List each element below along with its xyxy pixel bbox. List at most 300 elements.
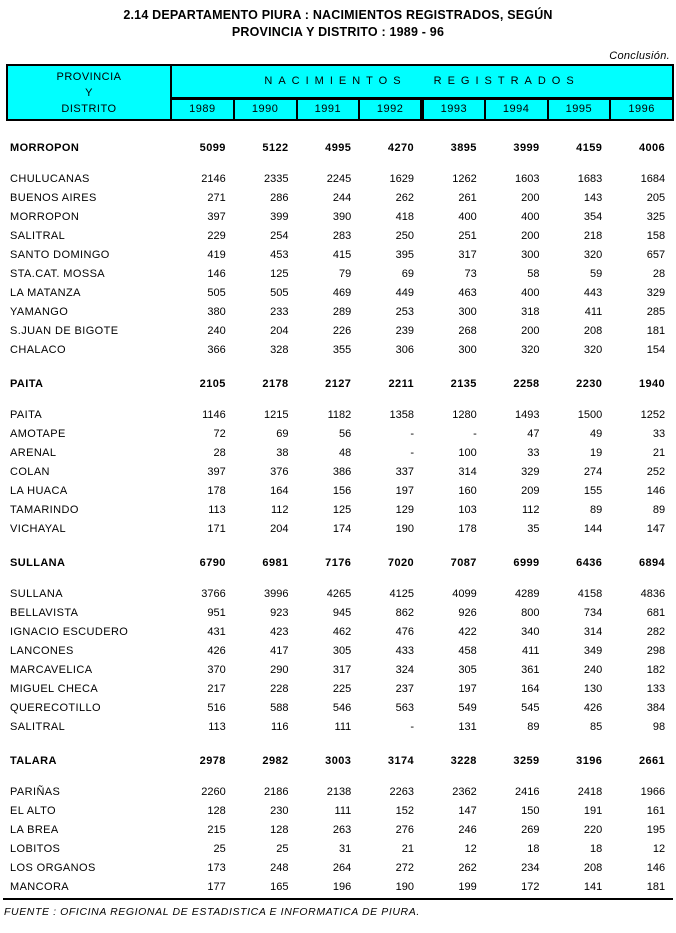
value-cell: 400 (521, 287, 540, 299)
district-name-cell: SALITRAL (10, 230, 66, 242)
province-district-header (7, 65, 171, 120)
value-cell: 155 (583, 485, 603, 497)
district-name-cell: YAMANGO (10, 306, 69, 318)
value-cell: 2146 (201, 173, 226, 185)
value-cell: 240 (207, 325, 226, 337)
value-cell: 178 (207, 485, 226, 497)
value-cell: 2135 (450, 378, 477, 390)
district-row (7, 440, 673, 459)
value-cell: 2230 (576, 378, 603, 390)
value-cell: 2178 (262, 378, 289, 390)
district-name-cell: LANCONES (10, 645, 74, 657)
value-cell: 349 (583, 645, 603, 657)
value-cell: 21 (652, 447, 666, 459)
page-title-line2: PROVINCIA Y DISTRITO : 1989 - 96 (231, 25, 445, 39)
value-cell: 174 (332, 523, 352, 535)
year-header-1993: 1993 (422, 98, 485, 120)
district-name-cell: TAMARINDO (10, 504, 79, 516)
value-cell: 200 (521, 192, 540, 204)
value-cell: 116 (270, 721, 289, 733)
value-cell: 320 (583, 249, 603, 261)
value-cell: 505 (270, 287, 289, 299)
value-cell: 3259 (513, 755, 540, 767)
value-cell: 262 (458, 862, 477, 874)
value-cell: 89 (590, 504, 603, 516)
value-cell: 300 (458, 306, 477, 318)
district-row (7, 223, 673, 242)
value-cell: 286 (270, 192, 289, 204)
page-title-line1: 2.14 DEPARTAMENTO PIURA : NACIMIENTOS REGISTRADOS, SEGÚN (123, 8, 553, 22)
value-cell: 181 (646, 325, 666, 337)
value-cell: 426 (207, 645, 226, 657)
value-cell: 2362 (452, 786, 477, 798)
district-row (7, 516, 673, 535)
value-cell: 3174 (387, 755, 414, 767)
value-cell: 178 (458, 523, 477, 535)
value-cell: 426 (583, 702, 603, 714)
district-row (7, 204, 673, 223)
value-cell: 165 (270, 881, 289, 893)
value-cell: 197 (458, 683, 477, 695)
value-cell: 329 (646, 287, 666, 299)
value-cell: 549 (458, 702, 477, 714)
district-row (7, 581, 673, 600)
value-cell: 190 (395, 523, 414, 535)
value-cell: 25 (276, 843, 289, 855)
value-cell: 7087 (450, 557, 477, 569)
district-name-cell: LOS ORGANOS (10, 862, 96, 874)
district-row (7, 185, 673, 204)
value-cell: 1966 (640, 786, 666, 798)
district-row (7, 817, 673, 836)
district-row (7, 855, 673, 874)
district-name-cell: CHULUCANAS (10, 173, 90, 185)
value-cell: 220 (583, 824, 603, 836)
district-name-cell: PARIÑAS (10, 786, 61, 798)
value-cell: 264 (332, 862, 352, 874)
district-name-cell: MIGUEL CHECA (10, 683, 99, 695)
value-cell: 263 (332, 824, 352, 836)
value-cell: 546 (332, 702, 352, 714)
district-row (7, 836, 673, 855)
value-cell: 283 (332, 230, 352, 242)
value-cell: 18 (590, 843, 603, 855)
province-name-cell: PAITA (10, 378, 44, 390)
value-cell: 6981 (262, 557, 289, 569)
district-row (7, 714, 673, 733)
district-row (7, 166, 673, 185)
value-cell: 469 (332, 287, 352, 299)
value-cell: 1629 (389, 173, 414, 185)
value-cell: 926 (458, 607, 477, 619)
value-cell: 282 (646, 626, 666, 638)
value-cell: 248 (270, 862, 289, 874)
district-name-cell: COLAN (10, 466, 50, 478)
value-cell: 3895 (450, 142, 477, 154)
value-cell: 419 (207, 249, 226, 261)
value-cell: 423 (270, 626, 289, 638)
value-cell: - (410, 447, 414, 459)
value-cell: 320 (521, 344, 540, 356)
value-cell: 681 (646, 607, 666, 619)
value-cell: 6894 (639, 557, 666, 569)
value-cell: 5099 (199, 142, 226, 154)
value-cell: 588 (270, 702, 289, 714)
value-cell: 320 (583, 344, 603, 356)
value-cell: 272 (395, 862, 414, 874)
district-row (7, 638, 673, 657)
district-name-cell: QUERECOTILLO (10, 702, 101, 714)
province-name-cell: TALARA (10, 755, 57, 767)
value-cell: 417 (270, 645, 289, 657)
value-cell: 133 (646, 683, 666, 695)
district-row (7, 619, 673, 638)
district-name-cell: STA.CAT. MOSSA (10, 268, 106, 280)
value-cell: 5122 (262, 142, 289, 154)
value-cell: 131 (458, 721, 477, 733)
value-cell: 229 (207, 230, 226, 242)
value-cell: 172 (521, 881, 540, 893)
value-cell: 328 (270, 344, 289, 356)
spacer-row (7, 569, 673, 581)
district-name-cell: AMOTAPE (10, 428, 66, 440)
value-cell: 3228 (450, 755, 477, 767)
value-cell: 4125 (389, 588, 414, 600)
value-cell: 862 (395, 607, 414, 619)
district-row (7, 299, 673, 318)
value-cell: 384 (646, 702, 666, 714)
district-name-cell: IGNACIO ESCUDERO (10, 626, 129, 638)
value-cell: 113 (208, 504, 226, 516)
value-cell: 246 (458, 824, 477, 836)
district-row (7, 798, 673, 817)
value-cell: 1262 (452, 173, 477, 185)
value-cell: 240 (583, 664, 603, 676)
value-cell: 150 (521, 805, 540, 817)
value-cell: 230 (270, 805, 289, 817)
value-cell: 3003 (325, 755, 352, 767)
value-cell: 89 (527, 721, 540, 733)
value-cell: 173 (207, 862, 226, 874)
value-cell: 1493 (515, 409, 540, 421)
value-cell: 226 (332, 325, 352, 337)
value-cell: 218 (583, 230, 603, 242)
value-cell: 274 (583, 466, 603, 478)
value-cell: 2245 (326, 173, 352, 185)
district-row (7, 280, 673, 299)
value-cell: 317 (332, 664, 352, 676)
value-cell: 147 (458, 805, 477, 817)
district-name-cell: BELLAVISTA (10, 607, 79, 619)
district-name-cell: CHALACO (10, 344, 66, 356)
district-row (7, 676, 673, 695)
district-name-cell: VICHAYAL (10, 523, 66, 535)
value-cell: 269 (521, 824, 540, 836)
spacer-row (7, 535, 673, 549)
value-cell: 340 (521, 626, 540, 638)
value-cell: 2186 (264, 786, 289, 798)
spacer-row (7, 154, 673, 166)
value-cell: 49 (590, 428, 603, 440)
value-cell: 261 (458, 192, 477, 204)
value-cell: 143 (583, 192, 603, 204)
value-cell: 376 (270, 466, 289, 478)
value-cell: 462 (332, 626, 352, 638)
value-cell: 563 (395, 702, 414, 714)
value-cell: 69 (276, 428, 289, 440)
table-header (7, 65, 673, 120)
value-cell: 35 (527, 523, 540, 535)
province-total-row (7, 370, 673, 390)
value-cell: 3766 (201, 588, 226, 600)
value-cell: 2416 (515, 786, 540, 798)
value-cell: 431 (207, 626, 226, 638)
value-cell: 208 (583, 862, 603, 874)
value-cell: 69 (401, 268, 414, 280)
value-cell: 125 (332, 504, 352, 516)
value-cell: 657 (646, 249, 666, 261)
district-row (7, 874, 673, 893)
value-cell: 181 (646, 881, 666, 893)
year-header-1995: 1995 (548, 98, 611, 120)
value-cell: 2661 (639, 755, 666, 767)
value-cell: 1215 (264, 409, 289, 421)
value-cell: 225 (332, 683, 352, 695)
value-cell: 85 (590, 721, 603, 733)
value-cell: 3196 (576, 755, 603, 767)
value-cell: 449 (395, 287, 414, 299)
value-cell: 182 (646, 664, 666, 676)
value-cell: 305 (458, 664, 477, 676)
value-cell: 158 (646, 230, 666, 242)
province-name-cell: SULLANA (10, 557, 66, 569)
value-cell: 276 (395, 824, 414, 836)
district-row (7, 402, 673, 421)
value-cell: 433 (395, 645, 414, 657)
value-cell: 415 (332, 249, 352, 261)
value-cell: 800 (521, 607, 540, 619)
value-cell: 324 (395, 664, 414, 676)
value-cell: 205 (646, 192, 666, 204)
value-cell: 399 (270, 211, 289, 223)
value-cell: 130 (583, 683, 603, 695)
header-line-provincia: PROVINCIA (56, 70, 122, 83)
value-cell: 56 (339, 428, 352, 440)
value-cell: 112 (521, 504, 540, 516)
district-name-cell: SALITRAL (10, 721, 66, 733)
value-cell: - (473, 428, 477, 440)
value-cell: 1684 (640, 173, 666, 185)
district-name-cell: PAITA (10, 409, 43, 421)
value-cell: 4995 (325, 142, 352, 154)
value-cell: 1500 (577, 409, 603, 421)
value-cell: 2263 (389, 786, 414, 798)
value-cell: 38 (276, 447, 289, 459)
value-cell: 28 (652, 268, 666, 280)
district-name-cell: MARCAVELICA (10, 664, 93, 676)
year-header-1989: 1989 (171, 98, 234, 120)
value-cell: 234 (521, 862, 540, 874)
value-cell: 33 (652, 428, 666, 440)
page-title (0, 0, 676, 41)
value-cell: 12 (652, 843, 666, 855)
header-line-y: Y (85, 86, 93, 99)
value-cell: 25 (213, 843, 226, 855)
value-cell: 191 (583, 805, 603, 817)
value-cell: 128 (270, 824, 289, 836)
spacer-row (7, 733, 673, 747)
value-cell: 111 (334, 721, 352, 733)
value-cell: 4265 (326, 588, 352, 600)
district-row (7, 261, 673, 280)
value-cell: 152 (395, 805, 414, 817)
value-cell: 734 (583, 607, 603, 619)
value-cell: 177 (207, 881, 226, 893)
value-cell: 103 (458, 504, 477, 516)
value-cell: 244 (332, 192, 352, 204)
value-cell: 47 (527, 428, 540, 440)
value-cell: 141 (583, 881, 603, 893)
district-row (7, 421, 673, 440)
value-cell: 2127 (325, 378, 352, 390)
value-cell: 400 (521, 211, 540, 223)
value-cell: 1358 (389, 409, 414, 421)
province-total-row (7, 747, 673, 767)
district-row (7, 657, 673, 676)
value-cell: 4159 (576, 142, 603, 154)
value-cell: 6790 (199, 557, 226, 569)
value-cell: 2258 (513, 378, 540, 390)
value-cell: 300 (521, 249, 540, 261)
value-cell: 951 (207, 607, 226, 619)
district-row (7, 318, 673, 337)
value-cell: 318 (521, 306, 540, 318)
value-cell: 4289 (515, 588, 540, 600)
spacer-row (7, 356, 673, 370)
value-cell: 195 (646, 824, 666, 836)
value-cell: 146 (646, 485, 666, 497)
value-cell: 386 (332, 466, 352, 478)
value-cell: 1683 (577, 173, 603, 185)
value-cell: 505 (207, 287, 226, 299)
value-cell: 1603 (515, 173, 540, 185)
district-name-cell: LA MATANZA (10, 287, 81, 299)
value-cell: 98 (652, 721, 666, 733)
value-cell: 268 (458, 325, 477, 337)
value-cell: 48 (339, 447, 352, 459)
district-row (7, 478, 673, 497)
district-name-cell: ARENAL (10, 447, 57, 459)
district-name-cell: LA BREA (10, 824, 59, 836)
value-cell: 208 (583, 325, 603, 337)
value-cell: 254 (270, 230, 289, 242)
year-header-1994: 1994 (485, 98, 548, 120)
value-cell: 366 (207, 344, 226, 356)
value-cell: 197 (395, 485, 414, 497)
value-cell: 196 (332, 881, 352, 893)
source-note: FUENTE : OFICINA REGIONAL DE ESTADISTICA E INFORMATICA DE PIURA. (4, 906, 420, 918)
district-row (7, 459, 673, 478)
value-cell: 380 (207, 306, 226, 318)
district-row (7, 600, 673, 619)
header-line-distrito: DISTRITO (61, 102, 117, 115)
value-cell: 12 (464, 843, 477, 855)
value-cell: 79 (339, 268, 352, 280)
district-name-cell: S.JUAN DE BIGOTE (10, 325, 119, 337)
value-cell: 290 (270, 664, 289, 676)
value-cell: 355 (332, 344, 352, 356)
value-cell: 3996 (264, 588, 289, 600)
district-name-cell: SANTO DOMINGO (10, 249, 110, 261)
value-cell: 89 (652, 504, 666, 516)
value-cell: 28 (213, 447, 226, 459)
spacer-row (7, 120, 673, 134)
value-cell: 171 (207, 523, 226, 535)
value-cell: 4099 (452, 588, 477, 600)
value-cell: 453 (270, 249, 289, 261)
value-cell: 146 (646, 862, 666, 874)
value-cell: 397 (207, 466, 226, 478)
value-cell: 945 (332, 607, 352, 619)
value-cell: 217 (207, 683, 226, 695)
value-cell: 2138 (326, 786, 352, 798)
value-cell: 314 (583, 626, 603, 638)
year-header-1990: 1990 (234, 98, 297, 120)
value-cell: 31 (339, 843, 352, 855)
value-cell: 422 (458, 626, 477, 638)
value-cell: 7176 (325, 557, 352, 569)
value-cell: 306 (395, 344, 414, 356)
district-row (7, 242, 673, 261)
value-cell: 337 (395, 466, 414, 478)
value-cell: 147 (646, 523, 666, 535)
value-cell: 250 (395, 230, 414, 242)
value-cell: 199 (458, 881, 477, 893)
value-cell: 329 (521, 466, 540, 478)
value-cell: 4006 (639, 142, 666, 154)
value-cell: 271 (207, 192, 226, 204)
value-cell: 3999 (513, 142, 540, 154)
value-cell: - (410, 721, 414, 733)
value-cell: 4836 (640, 588, 666, 600)
value-cell: 390 (332, 211, 352, 223)
value-cell: 545 (521, 702, 540, 714)
value-cell: 72 (213, 428, 226, 440)
value-cell: 59 (590, 268, 603, 280)
value-cell: 19 (590, 447, 603, 459)
value-cell: 317 (458, 249, 477, 261)
value-cell: 209 (521, 485, 540, 497)
district-name-cell: LOBITOS (10, 843, 61, 855)
value-cell: 112 (270, 504, 289, 516)
value-cell: 73 (464, 268, 477, 280)
district-name-cell: MANCORA (10, 881, 70, 893)
value-cell: 370 (207, 664, 226, 676)
value-cell: 400 (458, 211, 477, 223)
value-cell: 397 (207, 211, 226, 223)
district-row (7, 779, 673, 798)
value-cell: 361 (521, 664, 540, 676)
value-cell: 411 (521, 645, 540, 657)
value-cell: 239 (395, 325, 414, 337)
value-cell: 228 (270, 683, 289, 695)
value-cell: 113 (208, 721, 226, 733)
value-cell: 204 (270, 523, 289, 535)
value-cell: 125 (270, 268, 289, 280)
births-table (6, 64, 674, 893)
value-cell: 516 (207, 702, 226, 714)
nacimientos-registrados-header: NACIMIENTOS REGISTRADOS (171, 65, 673, 98)
